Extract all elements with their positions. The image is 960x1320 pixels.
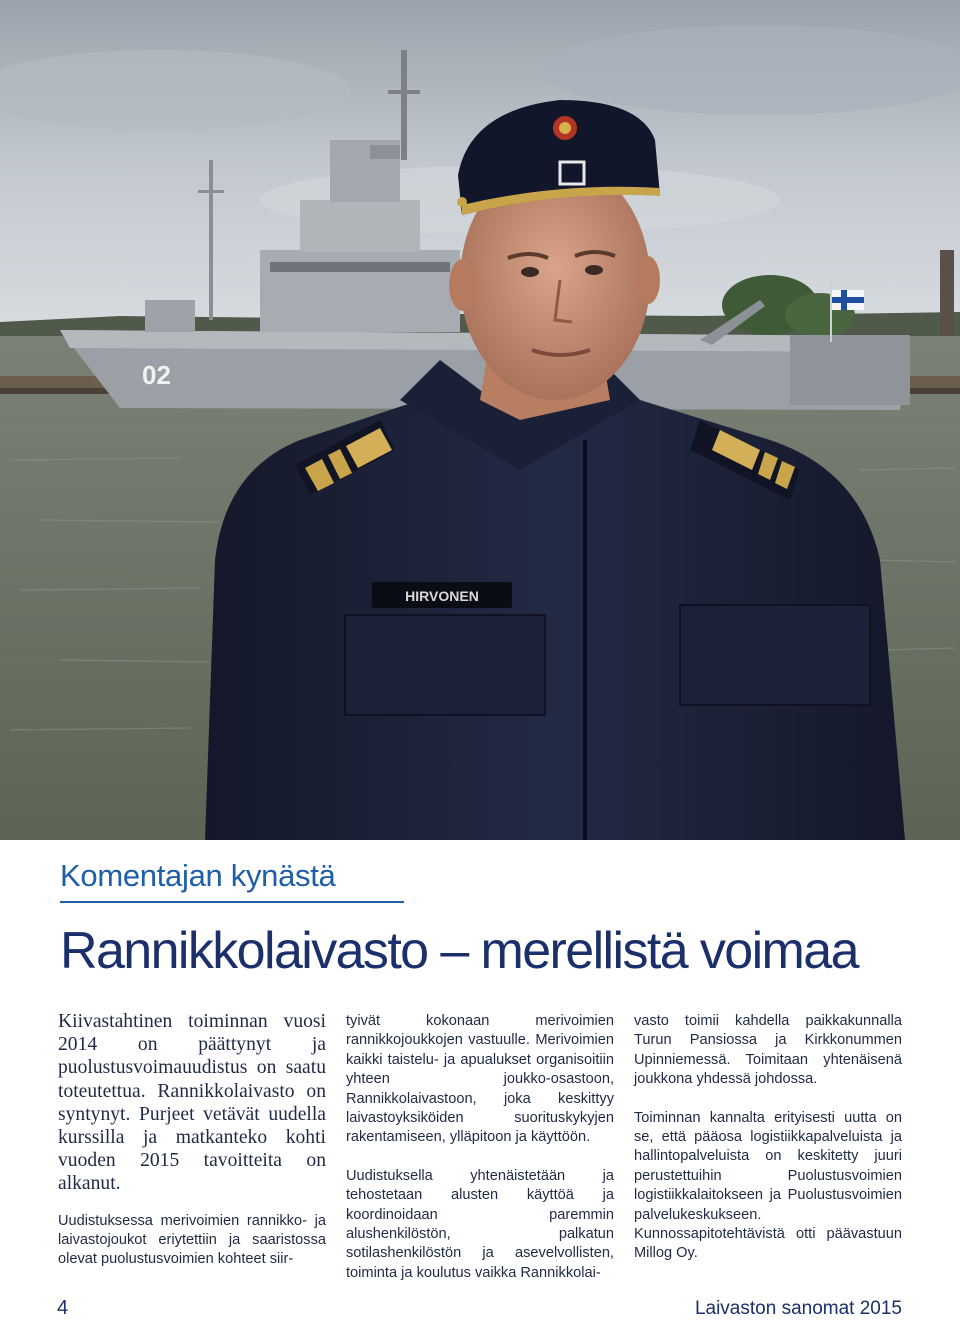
- body-paragraph: Uudistuksessa merivoimien rannikko- ja laivastojoukot eriytettiin ja saaristossa olevat puolustusvoimien kohteet siir-: [58, 1212, 326, 1268]
- column-1: [58, 1010, 326, 1289]
- hull-number: 02: [142, 360, 171, 390]
- body-paragraph: vasto toimii kahdella paikkakunnalla Turun Pansiossa ja Kirkkonummen Upinniemessä. Toimitaan yhtenäisenä joukkona yhdessä johdossa.: [634, 1013, 902, 1088]
- page-number: 4: [57, 1297, 69, 1319]
- body-paragraph: Uudistuksella yhtenäistetään ja tehostetaan alusten käyttöä ja koordinoidaan paremmin alushenkilöstön, palkatun sotilashenkilöstön ja asevelvollisten, toiminta ja koulutus vaikka Rannikkolai-: [346, 1167, 614, 1281]
- publication-name: Laivaston sanomat 2015: [694, 1298, 902, 1319]
- section-title-rule: [60, 901, 404, 903]
- body-paragraph: tyivät kokonaan merivoimien rannikkojoukkojen vastuulle. Merivoimien kaikki taistelu- ja apualukset organisoitiin yhteen joukko-osastoon, Rannikkolaivastoon, joka keskittyy laivastoyksiköiden suorituskykyjen rakentamiseen, ylläpitoon ja käyttöön.: [346, 1013, 614, 1146]
- column-3: [634, 1012, 902, 1283]
- body-paragraph: Toiminnan kannalta erityisesti uutta on se, että pääosa logistiikkapalveluista ja hallintopalveluista on keskitetty juuri perustettuihin Puolustusvoimien logistiikkalaitokseen ja Puolustusvoimien palvelukeskukseen. Kunnossapitotehtävistä otti päävastuun Millog Oy.: [634, 1109, 902, 1262]
- column-2: [346, 1012, 614, 1302]
- name-tag-text: HIRVONEN: [405, 588, 479, 604]
- section-title: Komentajan kynästä: [60, 858, 336, 893]
- headline: Rannikkolaivasto – merellistä voimaa: [60, 922, 858, 980]
- lead-paragraph: Kiivastahtinen toiminnan vuosi 2014 on päättynyt ja puolustusvoimauudistus on saatu toteutettua. Rannikkolaivasto on syntynyt. Purjeet vetävät uudella kurssilla ja matkanteko kohti vuoden 2015 tavoitteita on alkanut.: [58, 1011, 326, 1195]
